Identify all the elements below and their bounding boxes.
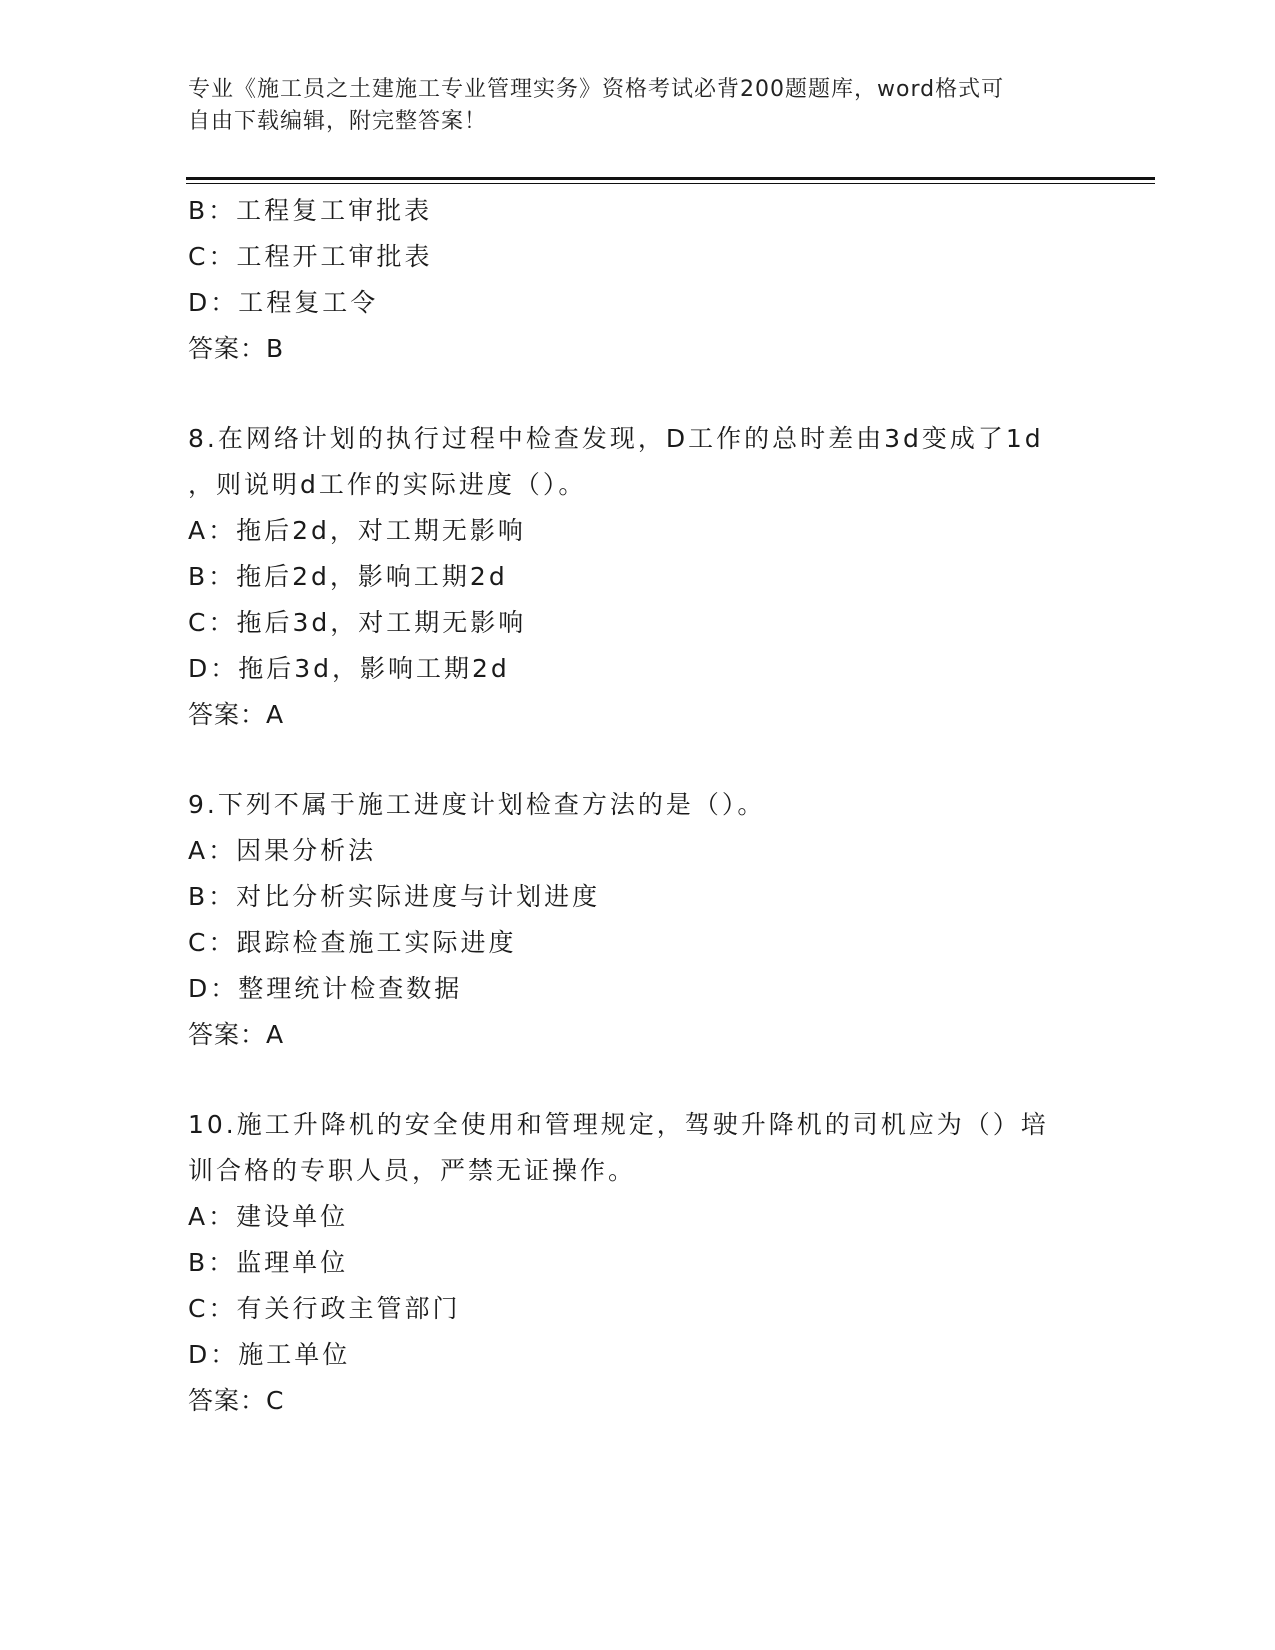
header-divider-thick	[186, 177, 1155, 180]
question-8	[188, 416, 1088, 738]
option-d: D：整理统计检查数据	[188, 974, 463, 1003]
option-a: A：拖后2d，对工期无影响	[188, 516, 526, 545]
question-10	[188, 1102, 1088, 1424]
option-c: C：有关行政主管部门	[188, 1294, 461, 1323]
header-title-line-2: 自由下载编辑，附完整答案！	[188, 109, 488, 134]
answer-line: 答案：A	[188, 700, 285, 729]
question-9	[188, 782, 1088, 1058]
option-d: D：拖后3d，影响工期2d	[188, 654, 510, 683]
question-stem-line-2: ，则说明d工作的实际进度（）。	[188, 470, 587, 499]
option-c: C：拖后3d，对工期无影响	[188, 608, 527, 637]
answer-line: 答案：A	[188, 1020, 285, 1049]
option-a: A：因果分析法	[188, 836, 377, 865]
header-divider-thin	[186, 183, 1155, 184]
question-spacer	[188, 738, 1088, 782]
option-d: D：工程复工令	[188, 288, 379, 317]
answer-line: 答案：C	[188, 1386, 285, 1415]
question-stem-line-1: 9.下列不属于施工进度计划检查方法的是（）。	[188, 790, 766, 819]
question-7-continued	[188, 188, 1088, 372]
question-stem-line-1: 10.施工升降机的安全使用和管理规定，驾驶升降机的司机应为（）培	[188, 1110, 1049, 1139]
option-b: B：工程复工审批表	[188, 196, 433, 225]
header-title-line-1: 专业《施工员之土建施工专业管理实务》资格考试必背200题题库，word格式可	[188, 77, 1005, 102]
question-spacer	[188, 372, 1088, 416]
option-b: B：对比分析实际进度与计划进度	[188, 882, 601, 911]
question-list	[188, 188, 1088, 1424]
option-a: A：建设单位	[188, 1202, 349, 1231]
document-header	[188, 74, 1068, 138]
option-d: D：施工单位	[188, 1340, 351, 1369]
answer-line: 答案：B	[188, 334, 285, 363]
option-b: B：监理单位	[188, 1248, 349, 1277]
option-c: C：跟踪检查施工实际进度	[188, 928, 517, 957]
question-stem-line-2: 训合格的专职人员，严禁无证操作。	[188, 1156, 637, 1185]
option-c: C：工程开工审批表	[188, 242, 433, 271]
question-spacer	[188, 1058, 1088, 1102]
option-b: B：拖后2d，影响工期2d	[188, 562, 508, 591]
question-stem-line-1: 8.在网络计划的执行过程中检查发现，D工作的总时差由3d变成了1d	[188, 424, 1044, 453]
